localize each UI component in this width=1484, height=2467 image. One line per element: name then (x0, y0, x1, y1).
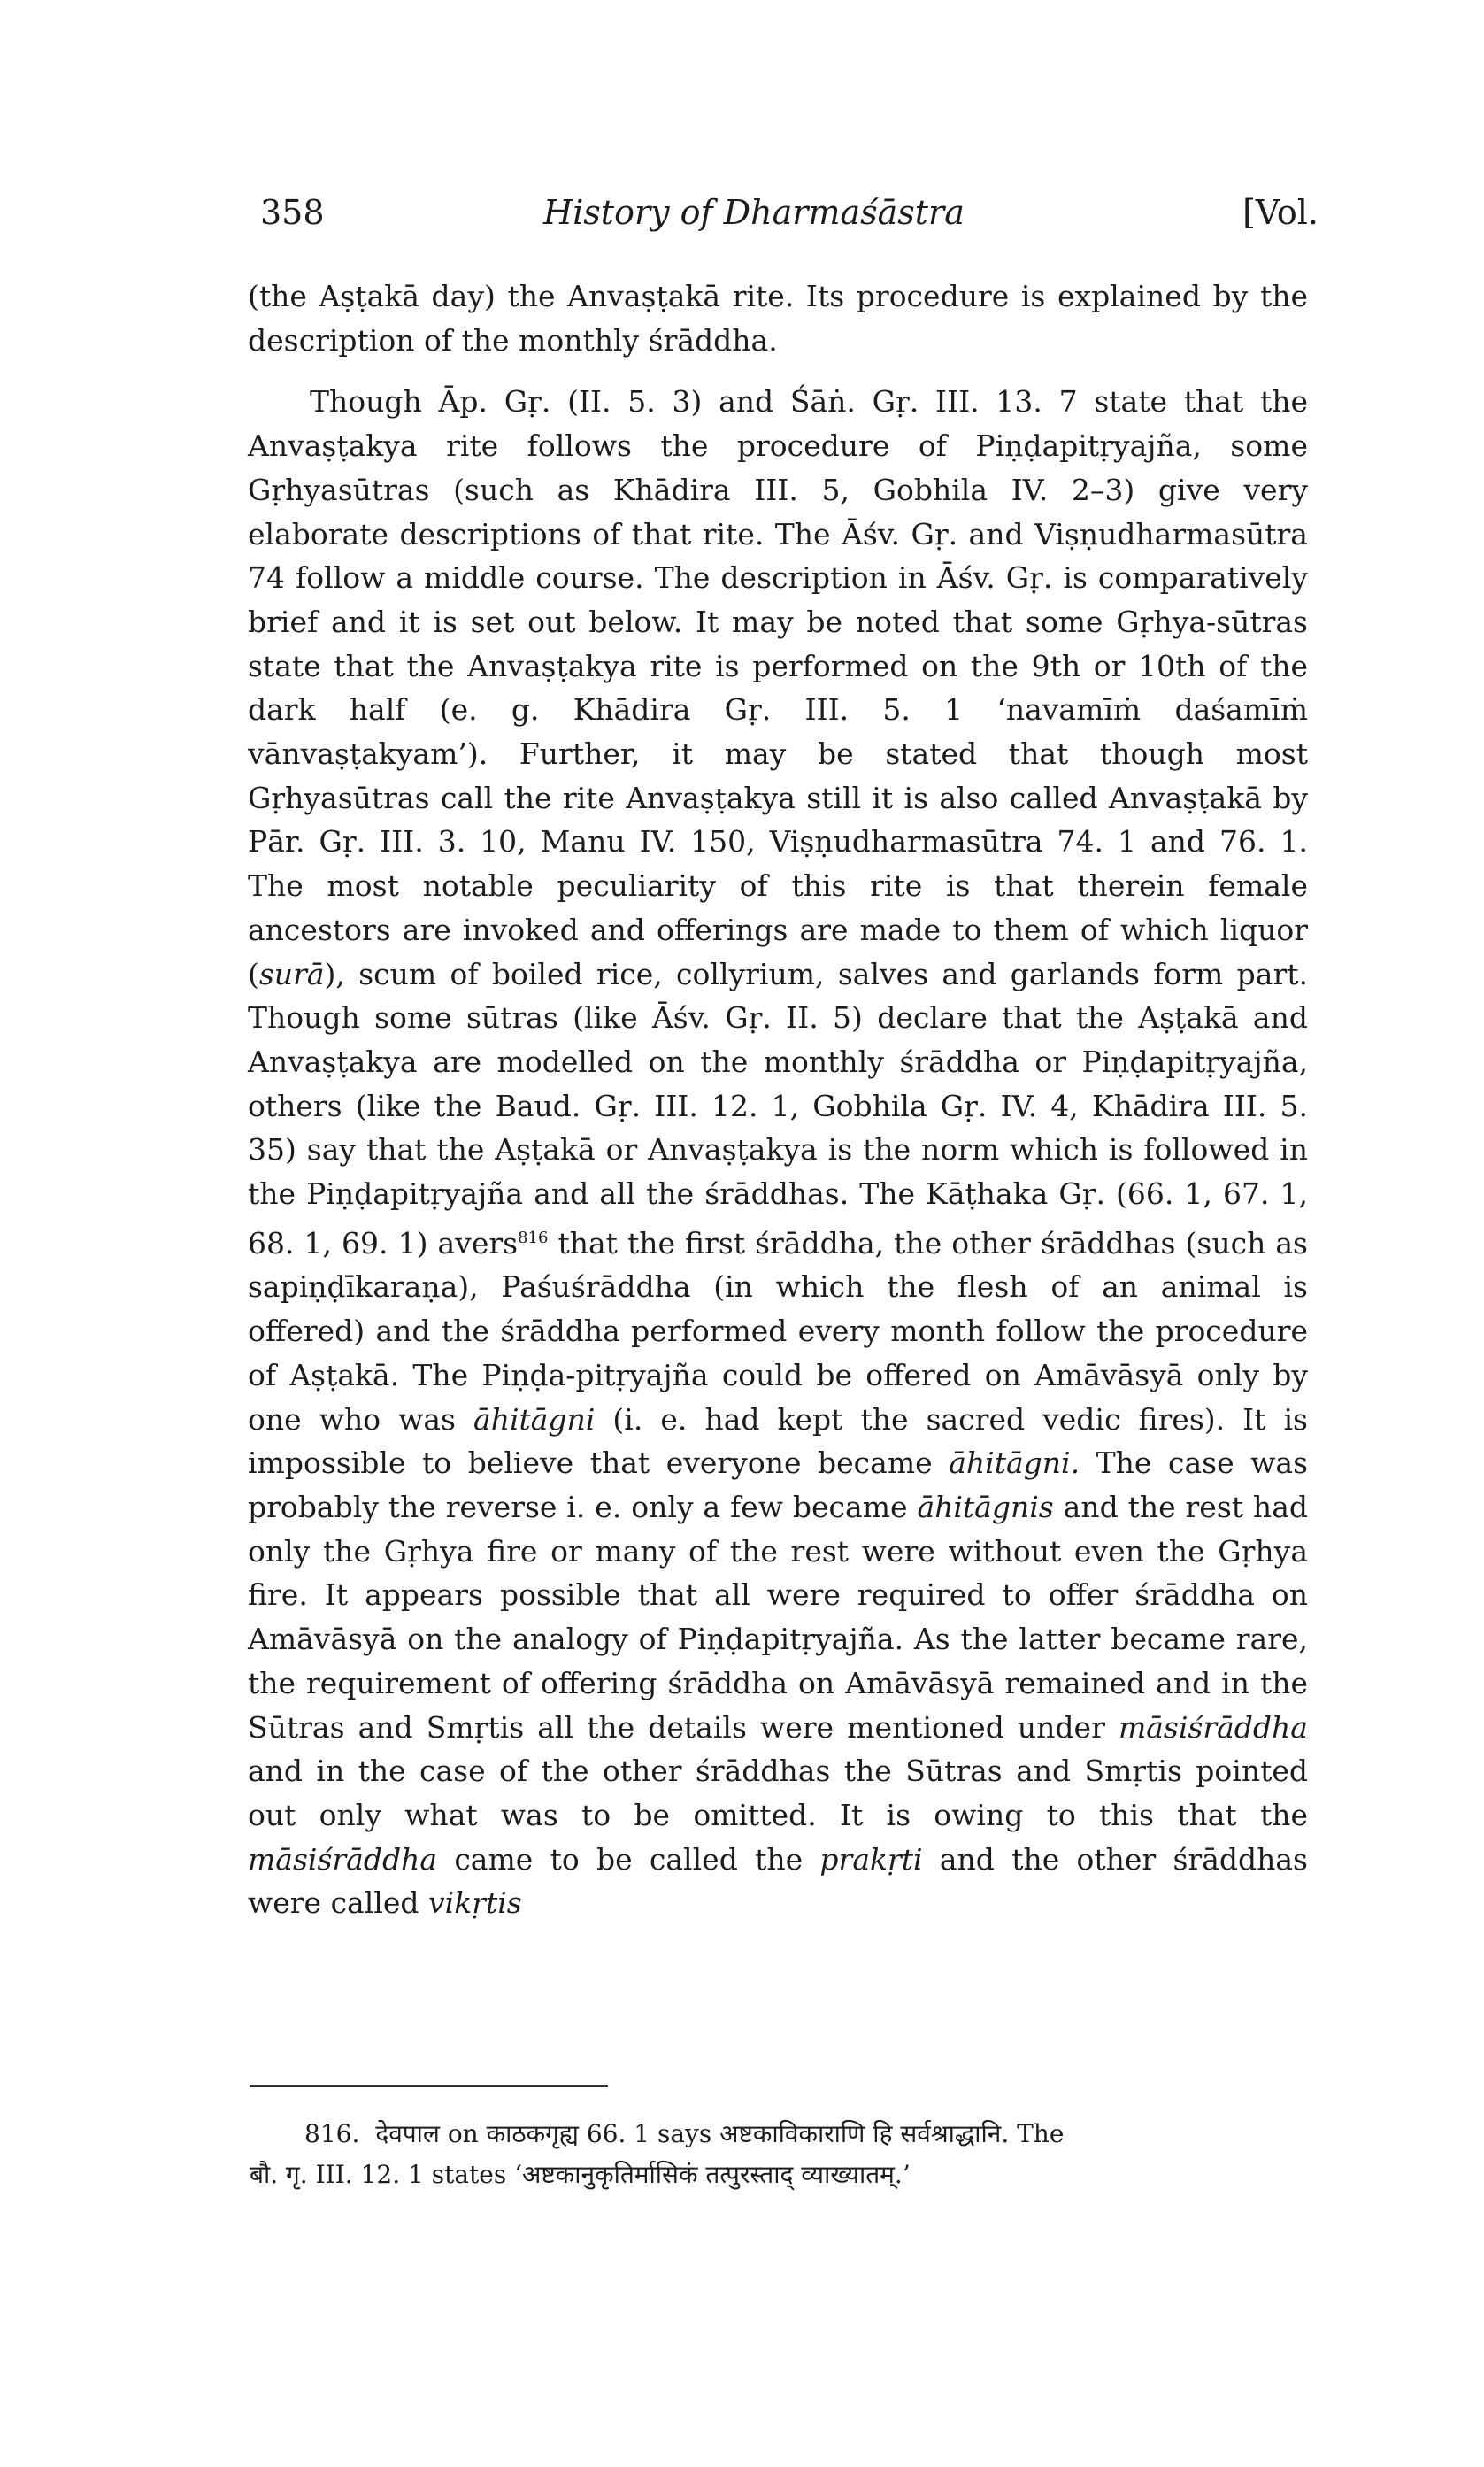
text-segment: and the rest had only the Gṛhya fire or many of the rest were without even the Gṛhya fire. It appears possible that all were required to offer śrāddha on Amāvāsyā on the analogy of Piṇḍapitṛyajña. As the latter became rare, the requirement of offering śrāddha on Amāvāsyā remained and in the Sūtras and Smṛtis all the details were mentioned under (248, 1489, 1308, 1745)
italic-term: māsiśrāddha (248, 1841, 438, 1877)
body-text (248, 274, 1308, 1925)
footnote-816 (250, 2114, 1308, 2155)
italic-term: āhitāgni (473, 1401, 596, 1437)
italic-term: māsiśrāddha (1118, 1709, 1308, 1745)
italic-term: surā (258, 956, 325, 991)
text-segment: Though Āp. Gṛ. (II. 5. 3) and Śāṅ. Gṛ. III. 13. 7 state that the Anvaṣṭakya rite follows the procedure of Piṇḍapitṛyajña, some Gṛhyasūtras (such as Khādira III. 5, Gobhila IV. 2–3) give very elaborate descriptions of that rite. The Āśv. Gṛ. and Viṣṇudharmasūtra 74 follow a middle course. The description in Āśv. Gṛ. is comparatively brief and it is set out below. It may be noted that some Gṛhya-sūtras state that the Anvaṣṭakya rite is performed on the 9th or 10th of the dark half (e. g. Khādira Gṛ. III. 5. 1 ‘navamīṁ daśamīṁ vānvaṣṭakyam’). Further, it may be stated that though most Gṛhyasūtras call the rite Anvaṣṭakya still it is also called Anvaṣṭakā by Pār. Gṛ. III. 3. 10, Manu IV. 150, Viṣṇudharmasūtra 74. 1 and 76. 1. The most notable peculiarity of this rite is that therein female ancestors are invoked and offerings are made to them of which liquor ( (248, 384, 1308, 991)
paragraph-1: (the Aṣṭakā day) the Anvaṣṭakā rite. Its procedure is explained by the description of the monthly śrāddha. (248, 279, 1308, 358)
footnote-reference: 816 (518, 1228, 549, 1247)
footnotes (250, 2114, 1308, 2195)
volume-mark: [Vol. (1242, 193, 1319, 232)
text-segment: (i. e. had kept the sacred vedic fires). It is impossible to believe that everyone became (248, 1401, 1308, 1481)
footnote-number: 816. (304, 2119, 360, 2148)
text-segment: and in the case of the other śrāddhas the Sūtras and Smṛtis pointed out only what was to be omitted. It is owing to this that the (248, 1754, 1308, 1832)
text-segment: came to be called the (454, 1841, 804, 1877)
italic-term: prakṛti (819, 1841, 923, 1877)
italic-term: vikṛtis (428, 1885, 522, 1921)
paragraph-2 (248, 380, 1308, 1925)
text-segment: and the other śrāddhas were called (248, 1841, 1308, 1921)
page-number: 358 (260, 193, 325, 232)
book-title: History of Dharmaśāstra (543, 193, 965, 232)
footnote-line-1: देवपाल on काठकगृह्य 66. 1 says अष्टकाविकाराणि हि सर्वश्राद्धानि. The (375, 2119, 1065, 2148)
text-segment: that the first śrāddha, the other śrāddhas (such as sapiṇḍīkaraṇa), Paśuśrāddha (in which the flesh of an animal is offered) and the śrāddha performed every month follow the procedure of Aṣṭakā. The Piṇḍa-pitṛyajña could be offered on Amāvāsyā only by one who was (248, 1225, 1308, 1437)
footnote-continuation: बौ. गृ. III. 12. 1 states ‘अष्टकानुकृतिर्मासिकं तत्पुरस्ताद् व्याख्यातम्.’ (250, 2160, 911, 2189)
footnote-divider (250, 2085, 608, 2087)
text-segment: The case was probably the reverse i. e. only a few became (248, 1446, 1309, 1524)
italic-term: āhitāgni. (949, 1446, 1080, 1481)
italic-term: āhitāgnis (917, 1489, 1054, 1524)
text-segment: ), scum of boiled rice, collyrium, salves and garlands form part. Though some sūtras (like Āśv. Gṛ. II. 5) declare that the Aṣṭakā and Anvaṣṭakya are modelled on the monthly śrāddha or Piṇḍapitṛyajña, others (like the Baud. Gṛ. III. 12. 1, Gobhila Gṛ. IV. 4, Khādira III. 5. 35) say that the Aṣṭakā or Anvaṣṭakya is the norm which is followed in the Piṇḍapitṛyajña and all the śrāddhas. The Kāṭhaka Gṛ. (66. 1, 67. 1, 68. 1, 69. 1) avers (248, 956, 1308, 1260)
running-header (260, 193, 1319, 246)
